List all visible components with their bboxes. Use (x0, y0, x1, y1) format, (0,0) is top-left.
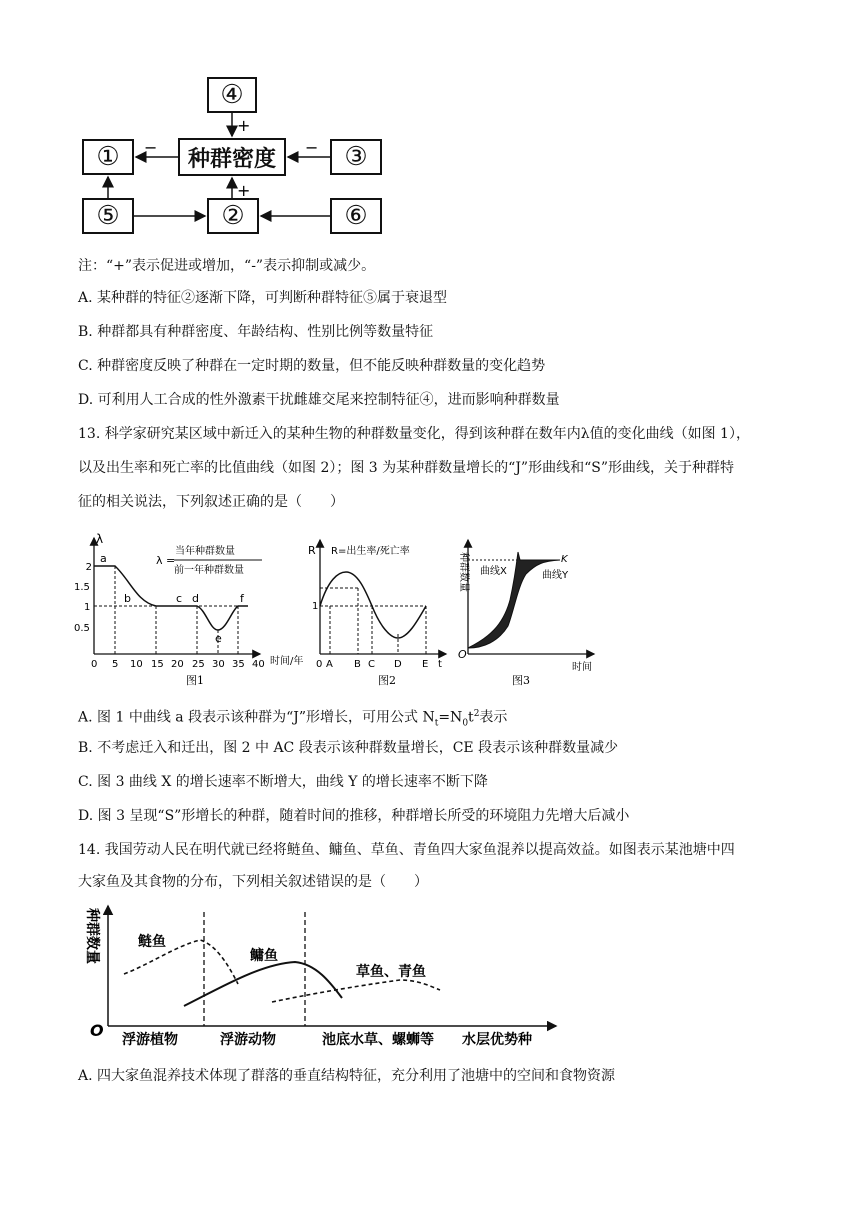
note: 注：“+”表示促进或增加，“-”表示抑制或减少。 (78, 258, 376, 274)
fig1-ytick-2: 2 (85, 562, 92, 573)
fig4-label-silver-carp: 鲢鱼 (138, 934, 166, 950)
box-2: ② (207, 198, 259, 234)
fig1-ytick-1: 1 (84, 602, 91, 613)
fig4-label-grass-black-carp: 草鱼、青鱼 (356, 964, 426, 980)
fig2-xtick-t: t (438, 659, 442, 670)
fig2-ytick-1: 1 (312, 601, 319, 612)
fig2-xtick-b: B (354, 659, 361, 670)
fig3-ylabel: 种群数量 (458, 552, 469, 592)
q14-option-a: A. 四大家鱼混养技术体现了群落的垂直结构特征，充分利用了池塘中的空间和食物资源 (78, 1068, 616, 1084)
fig2-xticks (316, 659, 442, 670)
sign-plus-bottom: + (237, 181, 251, 200)
fig4-curve-grass-black-carp (272, 980, 440, 1002)
fig1-point-d: d (192, 592, 199, 605)
box-4: ④ (207, 77, 257, 113)
box-5: ⑤ (82, 198, 134, 234)
fig1-xtick-25: 25 (192, 659, 205, 670)
fig4-x-axis-title: 水层优势种 (462, 1032, 532, 1048)
q13-option-a (78, 704, 507, 733)
fig1-xticks (91, 659, 265, 670)
fig2-r-curve (320, 572, 426, 638)
fig1-point-c: c (176, 592, 183, 605)
fig1-ytick-0-5: 0.5 (74, 623, 90, 634)
figure-2 (306, 530, 456, 690)
fig1-point-e: e (215, 632, 222, 645)
fig4-x-bottom: 池底水草、螺蛳等 (322, 1032, 434, 1048)
fig3-xlabel: 时间 (572, 662, 592, 673)
fig2-ylabel: R (308, 544, 316, 557)
fig1-formula-den: 前一年种群数量 (174, 565, 244, 576)
q13-a-suffix: 表示 (479, 709, 508, 726)
q12-option-a: A. 某种群的特征②逐渐下降，可判断种群特征⑤属于衰退型 (78, 290, 448, 306)
box-center: 种群密度 (178, 138, 286, 176)
fig3-curve-y: 曲线Y (542, 570, 569, 581)
figure-4 (80, 898, 560, 1058)
q13-a-mid: =N (438, 709, 463, 726)
q13-stem-3: 征的相关说法，下列叙述正确的是（ ） (78, 494, 344, 510)
diagram-arrows (0, 0, 860, 260)
box-6: ⑥ (330, 198, 382, 234)
fig4-ylabel: 种群数量 (84, 908, 100, 964)
fig2-formula: R=出生率/死亡率 (331, 546, 410, 557)
fig1-point-b: b (124, 592, 131, 605)
q13-stem-2: 以及出生率和死亡率的比值曲线（如图 2）；图 3 为某种群数量增长的“J”形曲线和“S”形曲线，关于种群特 (78, 460, 734, 476)
fig1-xlabel: 时间/年 (270, 656, 304, 667)
figure-1 (74, 530, 304, 690)
fig2-xtick-d: D (394, 659, 402, 670)
fig3-origin: O (458, 648, 467, 661)
q13-a-prefix: A. 图 1 中曲线 a 段表示该种群为“J”形增长，可用公式 N (78, 709, 435, 726)
fig3-curve-x: 曲线X (480, 566, 507, 577)
fig1-formula-num: 当年种群数量 (175, 546, 235, 557)
fig1-ylabel: λ (96, 532, 104, 546)
sign-minus-left: − (144, 138, 158, 157)
fig1-xtick-40: 40 (252, 659, 265, 670)
q14-stem-1: 14. 我国劳动人民在明代就已经将鲢鱼、鳙鱼、草鱼、青鱼四大家鱼混养以提高效益。如图表示某池塘中四 (78, 842, 735, 858)
q13-option-d: D. 图 3 呈现“S”形增长的种群，随着时间的推移，种群增长所受的环境阻力先增大后减小 (78, 808, 630, 824)
sign-minus-right: − (305, 138, 319, 157)
fig4-label-bighead-carp: 鳙鱼 (250, 948, 278, 964)
fig1-xtick-35: 35 (232, 659, 245, 670)
fig2-xtick-a: A (326, 659, 333, 670)
fig1-point-a: a (100, 552, 107, 565)
q13-a-sub-t: t (434, 718, 439, 729)
fig1-xtick-30: 30 (212, 659, 225, 670)
fig1-xtick-5: 5 (112, 659, 119, 670)
fig3-k: K (561, 554, 568, 565)
sign-plus-top: + (237, 116, 251, 135)
fig2-xtick-c: C (368, 659, 375, 670)
fig4-curve-bighead-carp (184, 962, 342, 1006)
fig3-caption: 图3 (512, 674, 530, 687)
fig1-xtick-20: 20 (171, 659, 184, 670)
q13-a-t: t (468, 709, 474, 726)
fig1-xtick-0: 0 (91, 659, 98, 670)
fig1-formula-lhs: λ = (156, 554, 176, 567)
q13-stem-1: 13. 科学家研究某区域中新迁入的某种生物的种群数量变化，得到该种群在数年内λ值的变化曲线（如图 1）， (78, 426, 750, 442)
fig4-x-plankton-animal: 浮游动物 (220, 1032, 276, 1048)
fig2-xtick-0: 0 (316, 659, 323, 670)
q12-option-c: C. 种群密度反映了种群在一定时期的数量，但不能反映种群数量的变化趋势 (78, 358, 546, 374)
q12-option-d: D. 可利用人工合成的性外激素干扰雌雄交尾来控制特征④，进而影响种群数量 (78, 392, 560, 408)
fig1-caption: 图1 (186, 674, 204, 687)
fig1-ytick-1-5: 1.5 (74, 582, 90, 593)
fig2-caption: 图2 (378, 674, 396, 687)
box-3: ③ (330, 139, 382, 175)
q13-option-b: B. 不考虑迁入和迁出，图 2 中 AC 段表示该种群数量增长，CE 段表示该种群数量减少 (78, 740, 619, 756)
q13-a-sup-2: 2 (473, 709, 480, 719)
fig4-origin: O (90, 1021, 104, 1040)
fig1-xtick-15: 15 (151, 659, 164, 670)
q13-option-c: C. 图 3 曲线 X 的增长速率不断增大，曲线 Y 的增长速率不断下降 (78, 774, 488, 790)
fig1-xtick-10: 10 (130, 659, 143, 670)
q12-option-b: B. 种群都具有种群密度、年龄结构、性别比例等数量特征 (78, 324, 434, 340)
fig1-point-f: f (240, 592, 244, 605)
q13-a-sub-0: 0 (462, 718, 469, 729)
box-1: ① (82, 139, 134, 175)
q14-stem-2: 大家鱼及其食物的分布，下列相关叙述错误的是（ ） (78, 874, 428, 890)
fig4-x-plankton-plant: 浮游植物 (122, 1032, 178, 1048)
figure-3 (448, 530, 598, 690)
fig2-xtick-e: E (422, 659, 429, 670)
